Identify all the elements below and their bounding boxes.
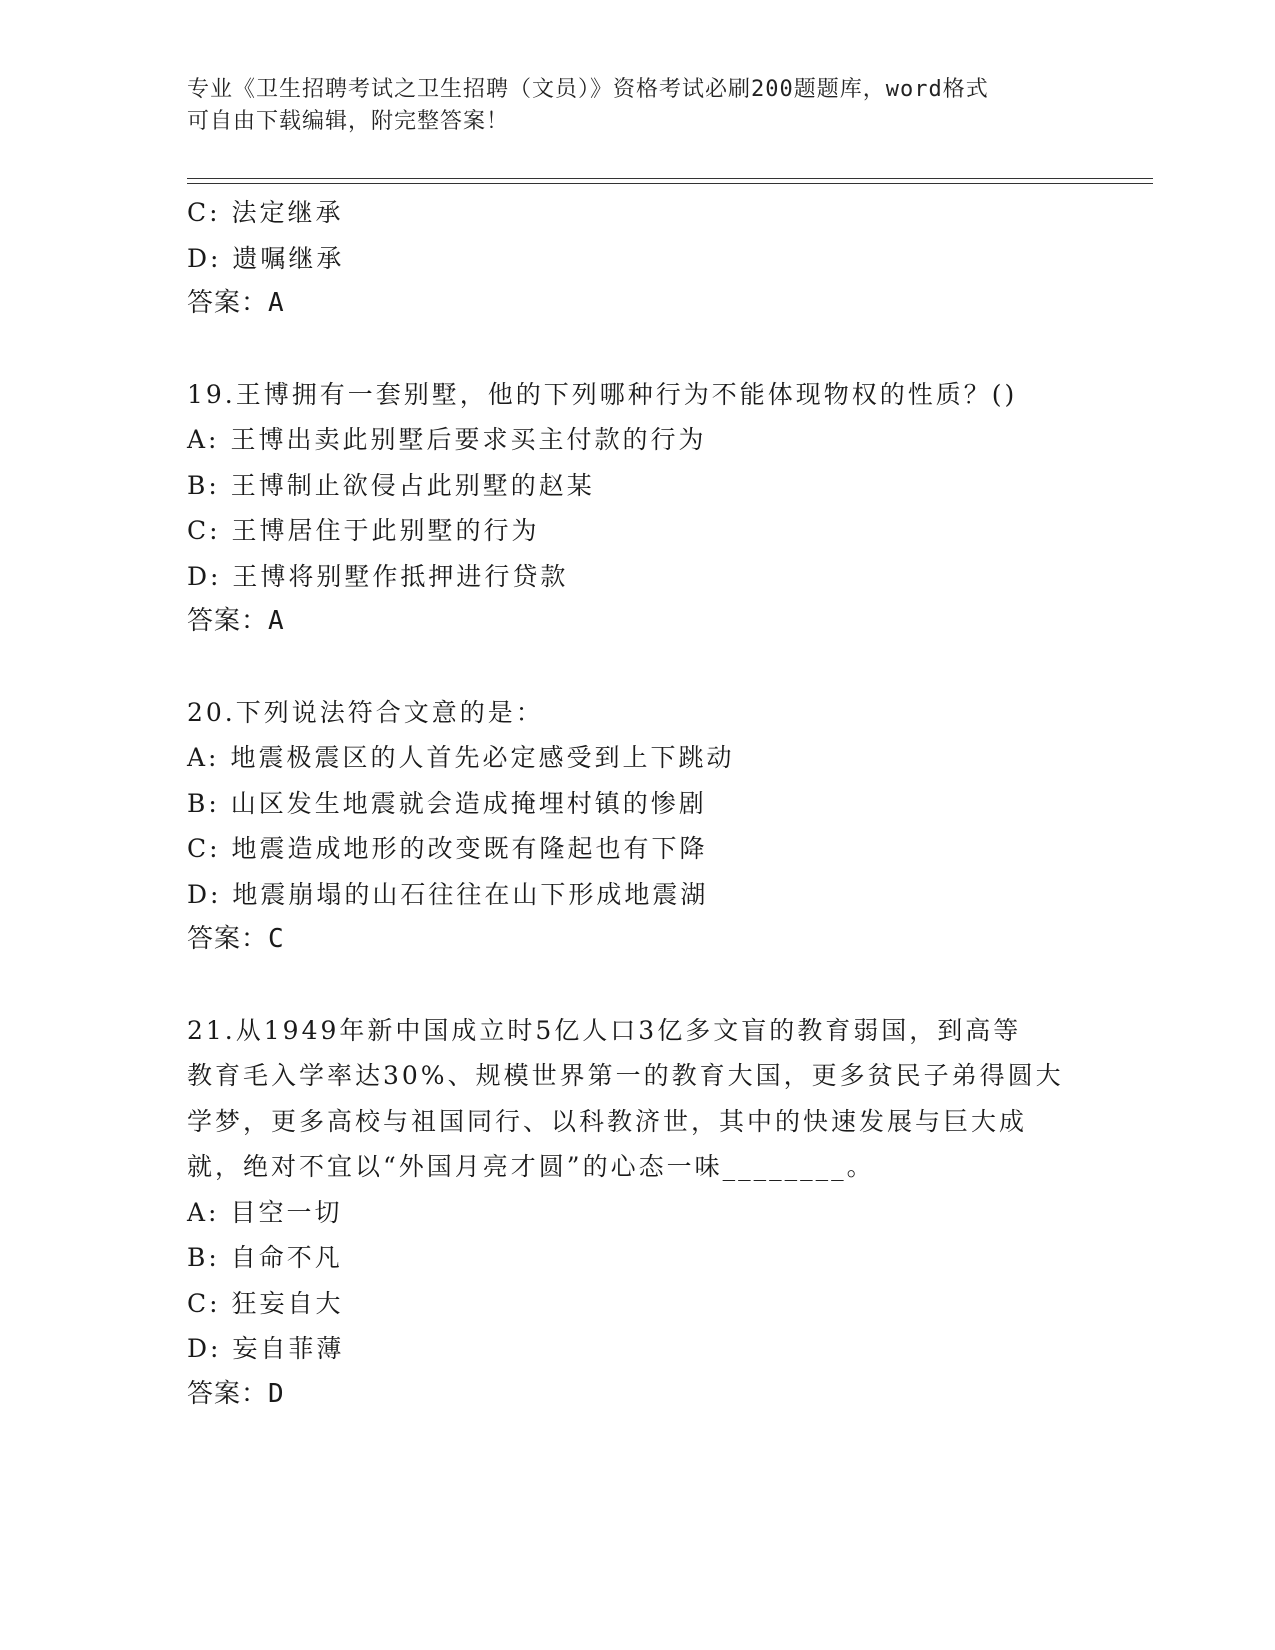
option-c <box>187 508 1087 554</box>
option-text: 山区发生地震就会造成掩埋村镇的惨剧 <box>230 788 707 818</box>
option-a <box>187 417 1087 463</box>
option-b <box>187 1235 1087 1281</box>
option-a <box>187 735 1087 781</box>
option-key: A: <box>187 425 220 454</box>
option-a <box>187 1190 1087 1236</box>
option-text: 王博制止欲侵占此别墅的赵某 <box>230 470 595 500</box>
option-text: 自命不凡 <box>230 1243 343 1272</box>
option-c <box>187 190 1087 236</box>
option-b <box>187 781 1087 827</box>
option-text: 王博将别墅作抵押进行贷款 <box>232 561 569 591</box>
question-20 <box>187 690 1087 963</box>
option-key: D: <box>187 243 222 273</box>
option-key: B: <box>187 788 220 818</box>
question-stem-line: 学梦，更多高校与祖国同行、以科教济世，其中的快速发展与巨大成 <box>187 1106 1028 1136</box>
question-stem: 19.王博拥有一套别墅，他的下列哪种行为不能体现物权的性质？() <box>187 379 1018 409</box>
option-text: 狂妄自大 <box>231 1288 344 1318</box>
header-divider <box>187 178 1153 184</box>
question-stem-line: 教育毛入学率达30%、规模世界第一的教育大国，更多贫民子弟得圆大 <box>187 1061 1064 1090</box>
option-key: A: <box>187 1197 220 1227</box>
option-text: 目空一切 <box>230 1197 343 1227</box>
option-key: C: <box>187 516 221 545</box>
option-key: D: <box>187 879 222 909</box>
option-text: 王博居住于此别墅的行为 <box>231 516 540 545</box>
option-d <box>187 872 1087 918</box>
answer-line: 答案：A <box>187 288 285 318</box>
document-body <box>187 190 1087 1417</box>
option-text: 遗嘱继承 <box>232 243 345 273</box>
answer-line: 答案：D <box>187 1378 285 1409</box>
option-key: D: <box>187 561 222 591</box>
option-d <box>187 236 1087 282</box>
option-d <box>187 1326 1087 1372</box>
question-stem-line: 21.从1949年新中国成立时5亿人口3亿多文盲的教育弱国，到高等 <box>187 1015 1022 1045</box>
option-key: B: <box>187 470 220 500</box>
question-21 <box>187 1008 1087 1418</box>
option-key: C: <box>187 834 221 863</box>
option-b <box>187 463 1087 509</box>
question-stem-line: 就，绝对不宜以“外国月亮才圆”的心态一味________。 <box>187 1152 875 1181</box>
header-line-1: 专业《卫生招聘考试之卫生招聘（文员）》资格考试必刷200题题库，word格式 <box>187 77 989 102</box>
answer-line: 答案：C <box>187 924 285 954</box>
option-key: C: <box>187 198 221 227</box>
option-text: 地震崩塌的山石往往在山下形成地震湖 <box>232 879 709 909</box>
option-d <box>187 554 1087 600</box>
option-key: D: <box>187 1334 222 1363</box>
option-key: B: <box>187 1243 220 1272</box>
option-c <box>187 826 1087 872</box>
option-key: C: <box>187 1288 221 1318</box>
option-text: 妄自菲薄 <box>232 1334 345 1363</box>
document-header <box>187 74 1087 138</box>
question-19 <box>187 372 1087 645</box>
option-text: 地震极震区的人首先必定感受到上下跳动 <box>230 743 735 772</box>
question-stem: 20.下列说法符合文意的是： <box>187 697 544 727</box>
option-c <box>187 1281 1087 1327</box>
carryover-block <box>187 190 1087 327</box>
option-key: A: <box>187 743 220 772</box>
option-text: 地震造成地形的改变既有隆起也有下降 <box>231 834 708 863</box>
answer-line: 答案：A <box>187 606 285 636</box>
option-text: 法定继承 <box>231 198 344 227</box>
option-text: 王博出卖此别墅后要求买主付款的行为 <box>230 425 707 454</box>
header-line-2: 可自由下载编辑，附完整答案！ <box>187 109 510 134</box>
